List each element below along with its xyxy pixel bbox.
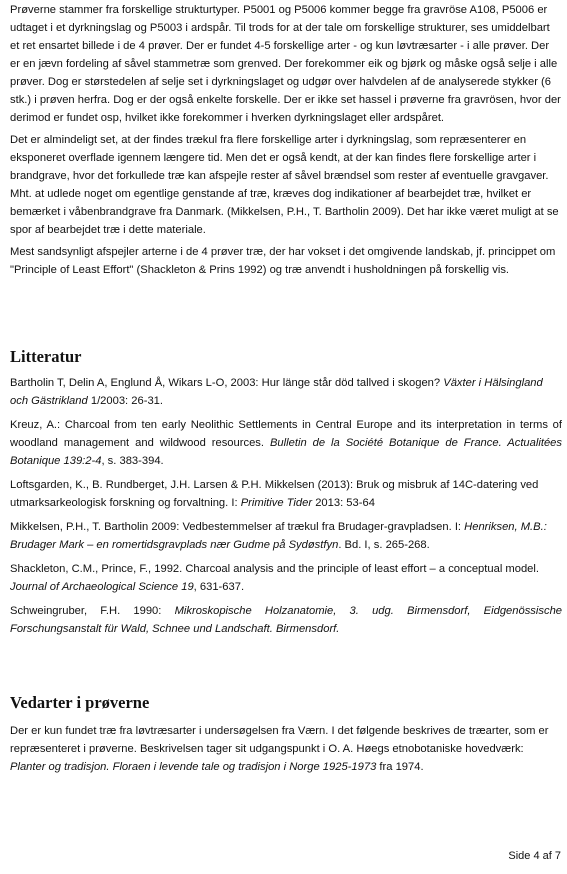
reference-tail: . Bd. I, s. 265-268.: [338, 539, 430, 551]
paragraph: Prøverne stammer fra forskellige strukturtyper. P5001 og P5006 kommer begge fra gravröse A108, P5006 er udtaget i et dyrkningslag og P5003 i ardspår. Til trods for at der tale om forskellige strukturer, ses umiddelbart et ret ensartet billede i de 4 prøver. Der er fundet 4-5 forskellige arter - og kun løvtræsarter - i alle prøver. Der er en jævn fordeling af såvel stammetræ som grenved. Der forekommer eik og bjørk og måske også selje i alle prøver. Dog er størstedelen af selje set i dyrkningslaget og udgør over halvdelen af de analyserede stykker (6 stk.) i prøven herfra. Dog er der også enkelte forskelle. Der er ikke set hassel i prøverne fra gravrösen, hvor der derimod er fundet osp, hvilket ikke forekommer i hverken dyrkningslaget eller ardspåret.: [10, 4, 561, 124]
paragraph-text: Der er kun fundet træ fra løvtræsarter i undersøgelsen fra Værn. I det følgende beskrives de træarter, som er repræsenteret i prøverne. Beskrivelsen tager sit udgangspunkt i O. A. Høegs etnobotaniske hovedværk:: [10, 725, 549, 755]
intro-section: [10, 0, 562, 279]
document-page: [10, 0, 563, 773]
reference-tail: 1/2003: 26-31.: [87, 395, 163, 407]
reference-text: Kreuz, A.: Charcoal from ten early Neolithic Settlements in Central Europe and its interpretation in terms of woodland management and wildwood resources.: [10, 419, 562, 449]
reference-item: [10, 476, 562, 512]
reference-title: Primitive Tider: [240, 497, 313, 509]
reference-item: [10, 374, 562, 410]
reference-title: Henriksen, M.B.: Brudager Mark – en romertidsgravplads nær Gudme på Sydøstfyn: [10, 521, 547, 551]
reference-tail: , 631-637.: [193, 581, 245, 593]
reference-title: Mikroskopische Holzanatomie, 3. udg. Birmensdorf, Eidgenössische Forschungsanstalt für Wald, Schnee und Landschaft. Birmensdorf.: [10, 605, 563, 635]
paragraph: Mest sandsynligt afspejler arterne i de 4 prøver træ, der har vokset i det omgivende landskab, jf. princippet om "Principle of Least Effort" (Shackleton & Prins 1992) og træ anvendt i husholdningen på forskellig vis.: [10, 246, 556, 276]
page-number: Side 4 af 7: [508, 850, 561, 862]
reference-text: Schweingruber, F.H. 1990:: [10, 605, 175, 617]
literature-heading: Litteratur: [10, 347, 82, 366]
reference-tail: 2013: 53-64: [312, 497, 375, 509]
reference-title: Journal of Archaeological Science 19: [10, 581, 194, 593]
paragraph: Det er almindeligt set, at der findes trækul fra flere forskellige arter i dyrkningslag, som repræsenterer en eksponeret overflade igennem længere tid. Men det er også kendt, at der kan findes flere forskellige arter i brandgrave, hvor det forkullede træ kan afspejle rester af såvel brændsel som rester af eventuelle gravgaver. Mht. at udlede noget om egentlige genstande af træ, kræves dog indikationer af bearbejdet træ, hvilket er bemærket i våbenbrandgrave fra Danmark. (Mikkelsen, P.H., T. Bartholin 2009). Det har ikke været muligt at se spor af bearbejdet træ i dette materiale.: [10, 134, 559, 236]
reference-item: [10, 602, 562, 638]
reference-text: Loftsgarden, K., B. Rundberget, J.H. Larsen & P.H. Mikkelsen (2013): Bruk og misbruk af 14C-datering ved utmarksarkeologisk forskning og forvaltning. I:: [10, 479, 539, 509]
paragraph-tail: fra 1974.: [376, 761, 424, 773]
reference-title: Bulletin de la Société Botanique de France. Actualitées Botanique 139:2-4: [10, 437, 562, 467]
reference-title: Växter i Hälsingland och Gästrikland: [10, 377, 543, 407]
reference-item: [10, 416, 562, 470]
reference-text: Bartholin T, Delin A, Englund Å, Wikars L-O, 2003: Hur länge står död tallved i skogen?: [10, 377, 444, 389]
reference-text: Mikkelsen, P.H., T. Bartholin 2009: Vedbestemmelser af trækul fra Brudager-gravpladsen. I:: [10, 521, 465, 533]
vedarter-section: [10, 722, 562, 776]
reference-item: [10, 518, 562, 554]
reference-text: Shackleton, C.M., Prince, F., 1992. Charcoal analysis and the principle of least effort – a conceptual model.: [10, 563, 540, 575]
book-title: Planter og tradisjon. Floraen i levende tale og tradisjon i Norge 1925-1973: [10, 761, 377, 773]
reference-list: [10, 374, 562, 644]
reference-item: [10, 560, 562, 596]
vedarter-heading: Vedarter i prøverne: [10, 693, 150, 712]
reference-tail: , s. 383-394.: [101, 455, 164, 467]
paragraph: [10, 722, 562, 776]
